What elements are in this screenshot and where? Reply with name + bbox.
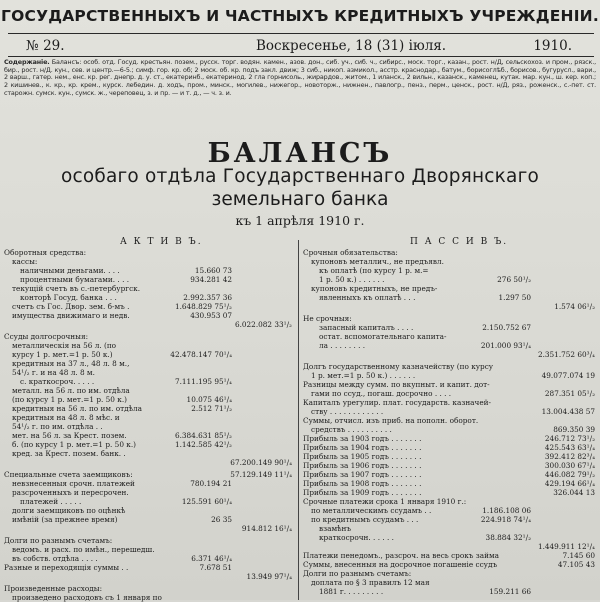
aktiv-row-label: б. (по курсу 1 р. мет.=1 р. 50 к.)	[12, 440, 137, 449]
passiv-row	[303, 506, 596, 515]
aktiv-row-label: Произведенные расходы:	[4, 584, 103, 593]
aktiv-row	[4, 545, 294, 554]
passiv-row	[303, 551, 596, 560]
aktiv-row-amount: 430.953 07	[190, 311, 232, 320]
masthead-rule	[8, 33, 594, 34]
aktiv-row	[4, 395, 294, 404]
passiv-row-label: краткосрочн. . . . . .	[319, 533, 394, 542]
passiv-row	[303, 362, 596, 371]
passiv-row	[303, 470, 596, 479]
aktiv-row-label: счетъ съ Гос. Двор. зем. б-мъ .	[12, 302, 130, 311]
aktiv-row-amount: 42.478.147 70¹/₄	[170, 350, 232, 359]
passiv-row	[303, 452, 596, 461]
issue-rule	[8, 56, 594, 57]
balance-subtitle-line1: особаго отдѣла Государственнаго Дворянскаго	[60, 166, 540, 187]
passiv-row-label: Срочные платежи срока 1 января 1910 г.:	[303, 497, 467, 506]
passiv-row-label: Прибыль за 1905 годъ . . . . . . .	[303, 452, 422, 461]
aktiv-row-label: невзнесенныя срочн. платежей	[12, 479, 135, 488]
aktiv-row-label: кред. за Крест. позем. банк. .	[12, 449, 126, 458]
aktiv-row-label: металл. на 56 л. по им. отдѣла	[12, 386, 130, 395]
aktiv-row	[4, 440, 294, 449]
aktiv-row-amount: 934.281 42	[190, 275, 232, 284]
passiv-row-total: 869.350 39	[553, 425, 595, 434]
aktiv-row-label: Оборотныя средства:	[4, 248, 87, 257]
passiv-row-amount: 276 50¹/₂	[497, 275, 531, 284]
aktiv-row	[4, 248, 294, 257]
passiv-row	[303, 524, 596, 533]
passiv-row	[303, 341, 596, 350]
aktiv-row	[4, 506, 294, 515]
passiv-row-amount: 1.186.108 06	[482, 506, 531, 515]
aktiv-row	[4, 515, 294, 524]
aktiv-row-amount: 1.648.829 75¹/₂	[174, 302, 232, 311]
passiv-row	[303, 257, 596, 266]
aktiv-row-amount: 10.075 46¹/₄	[186, 395, 232, 404]
contents-block	[4, 59, 596, 98]
passiv-row-label: 1881 г. . . . . . . . .	[319, 587, 384, 596]
aktiv-header: А К Т И В Ъ.	[120, 237, 203, 247]
aktiv-row-total: 13.949 97¹/₄	[246, 572, 292, 581]
passiv-row-label: 1 р. мет.=1 р. 50 к.) . . . . . .	[311, 371, 416, 380]
passiv-row-label: явленныхъ къ оплатѣ . . .	[319, 293, 416, 302]
passiv-row	[303, 350, 596, 359]
aktiv-row	[4, 536, 294, 545]
passiv-row-amount: 2.150.752 67	[482, 323, 531, 332]
aktiv-row-label: текущій счетъ въ с.-петербургск.	[12, 284, 141, 293]
aktiv-row-label: конторѣ Госуд. банка . . .	[20, 293, 117, 302]
passiv-row-label: Платежи пенедомъ., разсроч. на весь срокъ займа	[303, 551, 499, 560]
balance-date: къ 1 апрѣля 1910 г.	[235, 213, 365, 228]
aktiv-row-amount: 2.992.357 36	[183, 293, 232, 302]
aktiv-row-label: курсу 1 р. мет.=1 р. 50 к.)	[12, 350, 113, 359]
aktiv-row-label: 54¹/₂ г. и на 48 л. 8 м.	[12, 368, 95, 377]
masthead-title: ГОСУДАРСТВЕННЫХЪ И ЧАСТНЫХЪ КРЕДИТНЫХЪ УЧРЕЖДЕНІИ.	[1, 7, 599, 25]
passiv-row-label: по кредитнымъ ссудамъ . . .	[311, 515, 419, 524]
passiv-row	[303, 293, 596, 302]
passiv-row	[303, 314, 596, 323]
passiv-row	[303, 398, 596, 407]
aktiv-row-amount: 7.678 51	[199, 563, 232, 572]
aktiv-row-label: кассы:	[12, 257, 38, 266]
passiv-row-total: 2.351.752 60³/₄	[537, 350, 595, 359]
passiv-row	[303, 389, 596, 398]
passiv-row-total: 425.543 63¹/₄	[544, 443, 595, 452]
aktiv-row	[4, 257, 294, 266]
aktiv-row-label: кредитныя на 48 л. 8 мѣс. и	[12, 413, 120, 422]
passiv-row-label: Долгъ государственному казначейству (по курсу	[303, 362, 494, 371]
passiv-row-total: 326.044 13	[553, 488, 595, 497]
passiv-row	[303, 248, 596, 257]
aktiv-row	[4, 332, 294, 341]
aktiv-row	[4, 341, 294, 350]
aktiv-row-total: 57.129.149 11¹/₄	[230, 470, 292, 479]
issue-year: 1910.	[533, 38, 572, 54]
aktiv-row-amount: 7.111.195 95¹/₄	[174, 377, 232, 386]
passiv-row	[303, 416, 596, 425]
aktiv-row-label: разсроченныхъ и пересрочен.	[12, 488, 129, 497]
passiv-row-total: 47.105 43	[557, 560, 595, 569]
passiv-row	[303, 323, 596, 332]
aktiv-row-amount: 125.591 60¹/₄	[181, 497, 232, 506]
passiv-row-total: 287.351 05¹/₂	[544, 389, 595, 398]
passiv-row-label: Прибыль за 1904 годъ . . . . . . .	[303, 443, 422, 452]
passiv-column	[303, 248, 596, 596]
passiv-row	[303, 332, 596, 341]
passiv-row-label: Прибыль за 1907 годъ . . . . . . .	[303, 470, 422, 479]
aktiv-row	[4, 488, 294, 497]
passiv-row-label: ла . . . . . . . .	[319, 341, 366, 350]
aktiv-row-label: с. краткосроч. . . . .	[20, 377, 95, 386]
aktiv-row	[4, 311, 294, 320]
aktiv-row-label: (по курсу 1 р. мет.=1 р. 50 к.)	[12, 395, 127, 404]
passiv-row-amount: 159.211 66	[489, 587, 531, 596]
issue-number: № 29.	[26, 38, 65, 54]
passiv-row-label: 1 р. 50 к.) . . . . . .	[319, 275, 385, 284]
passiv-row-label: гами по ссуд., погаш. досрочно . . . .	[311, 389, 452, 398]
column-divider	[298, 240, 299, 600]
aktiv-row	[4, 266, 294, 275]
passiv-row	[303, 443, 596, 452]
aktiv-row-label: кредитныя на 37 л., 48 л. 8 м.,	[12, 359, 130, 368]
aktiv-column	[4, 248, 294, 602]
aktiv-row-amount: 1.142.585 42¹/₂	[174, 440, 232, 449]
aktiv-row-label: въ собств. отдѣла . . . .	[12, 554, 98, 563]
aktiv-row-amount: 15.660 73	[194, 266, 232, 275]
passiv-row	[303, 425, 596, 434]
passiv-row-label: Суммы, внесенныя на досрочное погашеніе ссудъ	[303, 560, 498, 569]
contents-text: Балансъ: особ. отд. Госуд. крестьян. позем., русск. торг. водян. камен., азов. дон., сиб. уч., сиб. ч., сибирс., моск. торг., казан., рост. н/Д, сельскохоз. и пром., рязск., бир., рост. н/Д. кун., сев. и центр.—6-5.; симф. гор. кр. об; 2 моск. об. кр. подъ закл. движ; 3 сиб., никоп. азмикол., асстр. краснодар., батум., борисоглѣб., борисов., бугурусл., вари., 2 варш., гатер. нем., енс. кр. рег. днепр. д. у. ст., екатеринб., екатеринод. 2 гла горнисоль., жирардов., житом., 1 иланск., 2 вильн., казанск., каменец, кутак. мар. кун., ш. кер. коп.; 2 кишинев., к. кр., кр. крем., курск. лебедин. д. ходъ, пром., минск., могилев., нижегор., новоторж., нижнен., павлогр., пенз., перм., ценск., рост. н/Д, ряз., роженск., с.-пет. ст. старожн. сумск. кун., сумск. ж., череповец, з. и пр. — и т. д., — ч. з. и.	[4, 58, 596, 97]
passiv-row-total: 392.412 82³/₄	[544, 452, 595, 461]
aktiv-row-amount: 2.512 71¹/₂	[191, 404, 232, 413]
aktiv-row-label: наличными деньгами. . . .	[20, 266, 120, 275]
aktiv-row-label: ведомъ. и расх. по имѣн., перешедш.	[12, 545, 155, 554]
passiv-row	[303, 560, 596, 569]
passiv-row-label: по металлическимъ ссудамъ . .	[311, 506, 432, 515]
passiv-row-label: Суммы, отчисл. изъ приб. на пополн. оборот.	[303, 416, 479, 425]
aktiv-row	[4, 422, 294, 431]
aktiv-row-label: Ссуды долгосрочныя:	[4, 332, 89, 341]
passiv-row-label: Прибыль за 1909 годъ . . . . . . .	[303, 488, 422, 497]
aktiv-row	[4, 479, 294, 488]
passiv-row	[303, 515, 596, 524]
passiv-row	[303, 266, 596, 275]
passiv-row	[303, 461, 596, 470]
aktiv-row-label: процентными бумагами. . . .	[20, 275, 130, 284]
aktiv-row	[4, 524, 294, 533]
aktiv-row	[4, 377, 294, 386]
passiv-row-total: 49.077.074 19	[541, 371, 595, 380]
passiv-row	[303, 578, 596, 587]
aktiv-row-total: 914.812 16¹/₄	[241, 524, 292, 533]
balance-title: БАЛАНСЪ	[207, 138, 393, 169]
aktiv-row-label: металлическія на 56 л. (по	[12, 341, 117, 350]
aktiv-row-total: 6.022.082 33¹/₂	[234, 320, 292, 329]
passiv-row-label: взамѣнъ	[319, 524, 352, 533]
aktiv-row	[4, 413, 294, 422]
aktiv-row	[4, 584, 294, 593]
passiv-row	[303, 587, 596, 596]
passiv-row	[303, 275, 596, 284]
aktiv-row	[4, 368, 294, 377]
aktiv-row	[4, 350, 294, 359]
aktiv-row-total: 67.200.149 90¹/₄	[230, 458, 292, 467]
passiv-row-label: средствъ . . . . . . . . . .	[311, 425, 392, 434]
aktiv-row	[4, 284, 294, 293]
aktiv-row-label: Разные и переходящія суммы . .	[4, 563, 129, 572]
passiv-row	[303, 569, 596, 578]
aktiv-row	[4, 572, 294, 581]
aktiv-row	[4, 320, 294, 329]
issue-line	[26, 38, 572, 56]
aktiv-row-label: Долги по разнымъ счетамъ:	[4, 536, 113, 545]
passiv-row-amount: 224.918 74¹/₄	[480, 515, 531, 524]
passiv-row-total: 7.145 60	[562, 551, 595, 560]
aktiv-row-label: имущества движимаго и недв.	[12, 311, 130, 320]
aktiv-row-amount: 6.371 46¹/₄	[191, 554, 232, 563]
aktiv-row-label: имѣній (за прежнее время)	[12, 515, 118, 524]
aktiv-row-label: долги заемщиковъ по оцѣнкѣ	[12, 506, 126, 515]
aktiv-row	[4, 302, 294, 311]
passiv-row-label: Разницы между сумм. по вкупныт. и капит. дот-	[303, 380, 490, 389]
aktiv-row	[4, 458, 294, 467]
passiv-row-label: ству . . . . . . . . . . . .	[311, 407, 384, 416]
passiv-row	[303, 407, 596, 416]
passiv-row-total: 246.712 73¹/₂	[544, 434, 595, 443]
passiv-row-total: 446.082 79¹/₂	[544, 470, 595, 479]
passiv-row-total: 1.574 06¹/₂	[554, 302, 595, 311]
passiv-row-label: Прибыль за 1908 годъ . . . . . . .	[303, 479, 422, 488]
passiv-row-label: Долги по разнымъ счетамъ:	[303, 569, 412, 578]
passiv-row-total: 300.030 67¹/₄	[544, 461, 595, 470]
passiv-row	[303, 371, 596, 380]
passiv-row-total: 1.449.911 12¹/₄	[537, 542, 595, 551]
passiv-row-label: Капиталъ урегулир. плат. государств. казначей-	[303, 398, 491, 407]
passiv-row	[303, 434, 596, 443]
aktiv-row	[4, 449, 294, 458]
passiv-row-label: Срочныя обязательства:	[303, 248, 398, 257]
aktiv-row	[4, 359, 294, 368]
passiv-row-label: запасный капиталъ . . . .	[319, 323, 414, 332]
balance-subtitle-line2: земельнаго банка	[211, 189, 389, 210]
passiv-row	[303, 497, 596, 506]
passiv-row	[303, 479, 596, 488]
passiv-row-label: Прибыль за 1906 годъ . . . . . . .	[303, 461, 422, 470]
aktiv-row-amount: 780.194 21	[190, 479, 232, 488]
aktiv-row	[4, 275, 294, 284]
passiv-row	[303, 284, 596, 293]
passiv-row-label: купоновъ металлич., не предъявл.	[311, 257, 444, 266]
passiv-row-label: Не срочныя:	[303, 314, 352, 323]
aktiv-row-label: 54¹/₂ г. по им. отдѣла . .	[12, 422, 103, 431]
aktiv-row	[4, 404, 294, 413]
passiv-row-label: купоновъ кредитныхъ, не предъ-	[311, 284, 438, 293]
aktiv-row-amount: 6.384.631 85¹/₂	[174, 431, 232, 440]
passiv-row	[303, 488, 596, 497]
passiv-row	[303, 380, 596, 389]
aktiv-row-label: кредитныя на 56 л. по им. отдѣла	[12, 404, 143, 413]
aktiv-row	[4, 593, 294, 602]
passiv-row	[303, 302, 596, 311]
aktiv-row	[4, 386, 294, 395]
aktiv-row	[4, 470, 294, 479]
aktiv-row	[4, 293, 294, 302]
passiv-row-label: доплата по § 3 правилъ 12 мая	[311, 578, 430, 587]
passiv-row	[303, 533, 596, 542]
aktiv-row-amount: 26 35	[211, 515, 232, 524]
aktiv-row-label: платежей . . . . .	[20, 497, 82, 506]
passiv-row-label: къ оплатѣ (по курсу 1 р. м.=	[319, 266, 429, 275]
aktiv-row	[4, 431, 294, 440]
aktiv-row	[4, 563, 294, 572]
aktiv-row-label: мет. на 56 л. за Крест. позем.	[12, 431, 127, 440]
aktiv-row-label: произведено расходовъ съ 1 января по	[12, 593, 162, 602]
issue-date: Воскресенье, 18 (31) іюля.	[256, 38, 447, 54]
aktiv-row	[4, 497, 294, 506]
passiv-row-amount: 201.000 93¹/₄	[480, 341, 531, 350]
passiv-row-amount: 38.884 32¹/₂	[485, 533, 531, 542]
aktiv-row-label: Специальные счета заемщиковъ:	[4, 470, 133, 479]
passiv-header: П А С С И В Ъ.	[410, 237, 509, 247]
passiv-row	[303, 542, 596, 551]
passiv-row-label: Прибыль за 1903 годъ . . . . . . .	[303, 434, 422, 443]
passiv-row-total: 429.194 66¹/₄	[544, 479, 595, 488]
passiv-row-total: 13.004.438 57	[541, 407, 595, 416]
passiv-row-label: остат. вспомогательнаго капита-	[319, 332, 447, 341]
contents-label: Содержаніе.	[4, 58, 50, 66]
aktiv-row	[4, 554, 294, 563]
passiv-row-amount: 1.297 50	[498, 293, 531, 302]
